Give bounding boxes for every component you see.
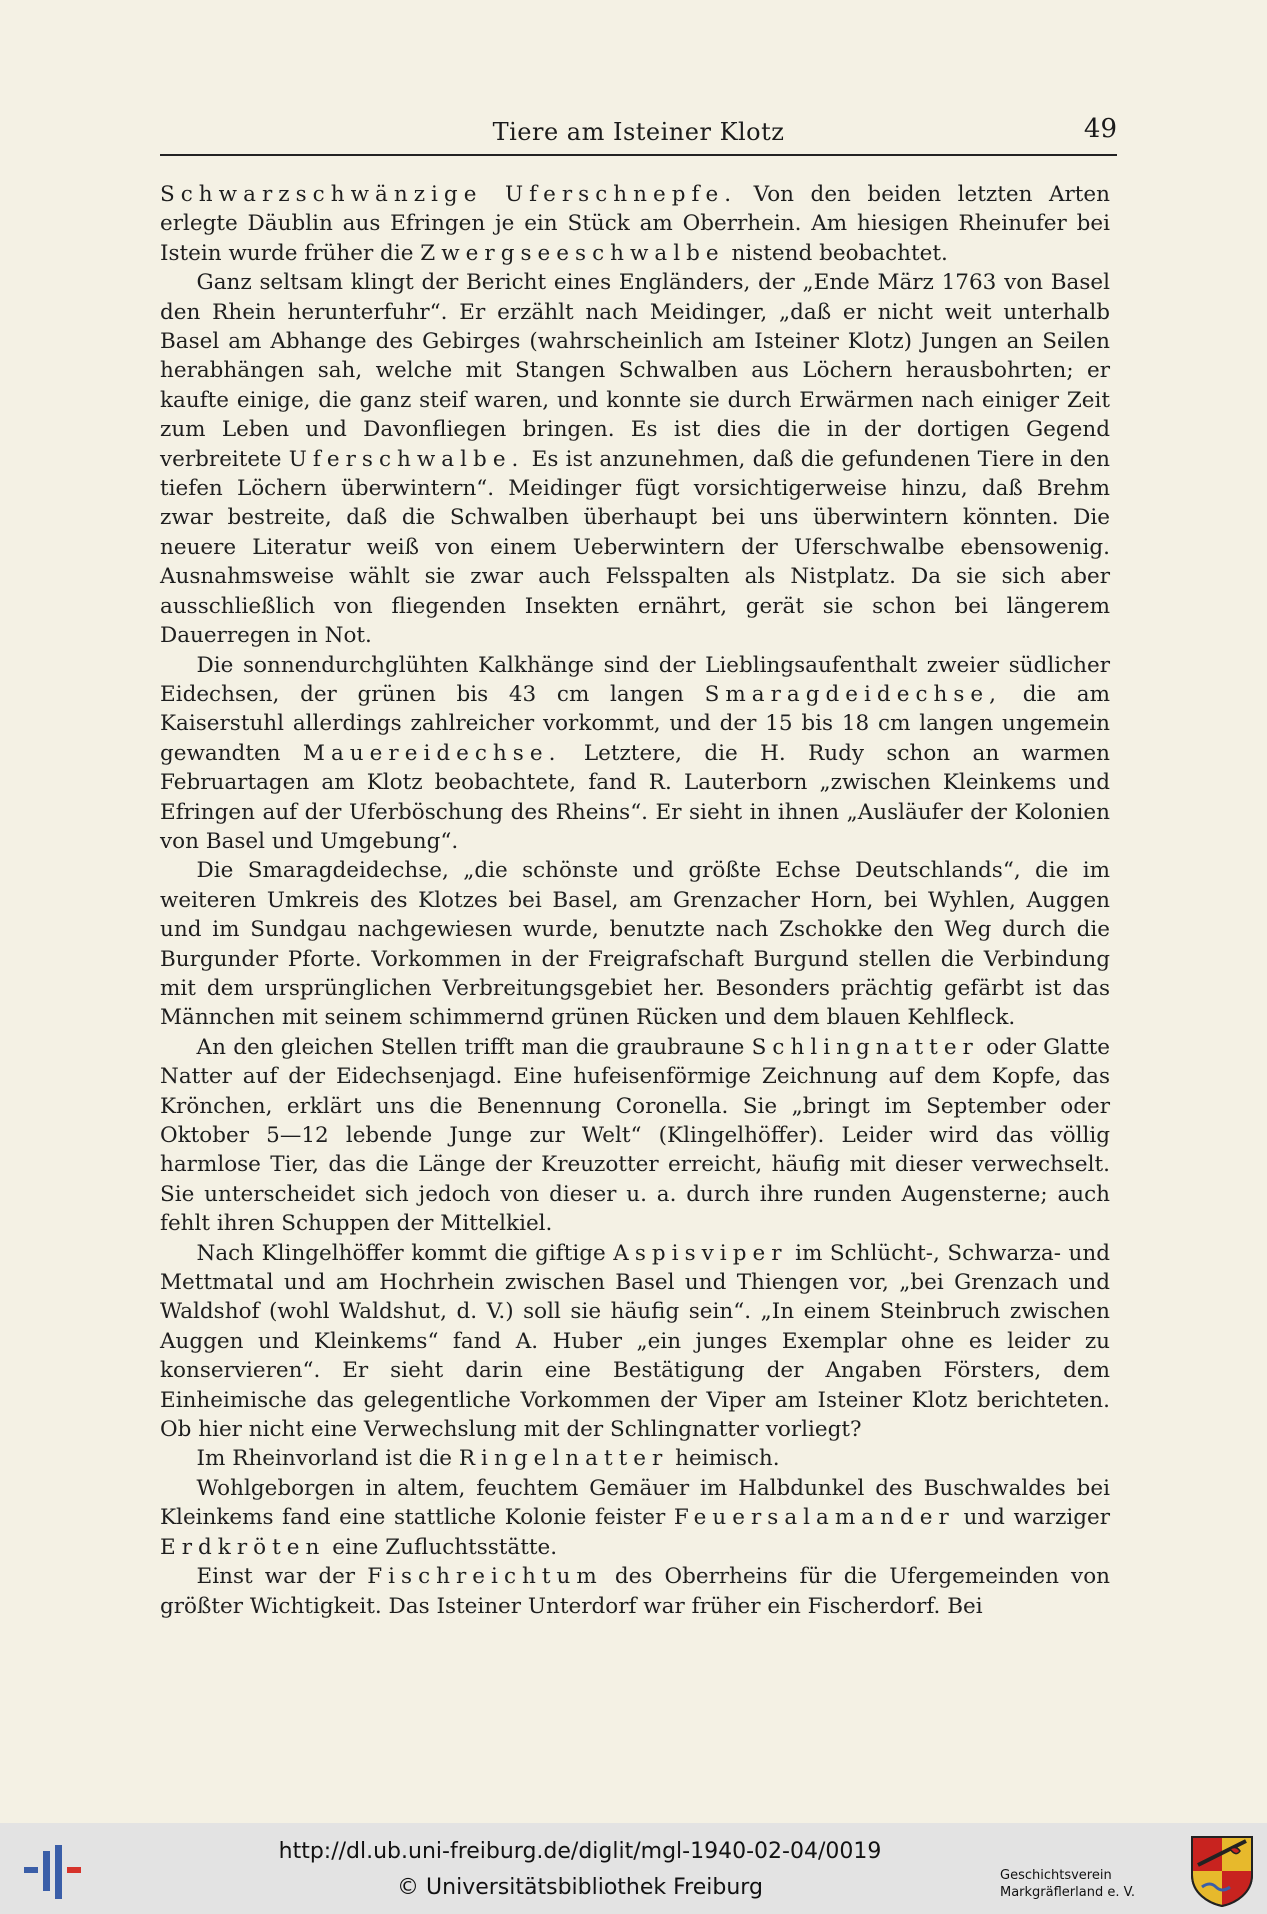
text-run: die am Kaiserstuhl allerdings zahlreicher vorkommt, und der 15 bis 18 cm langen ungemein gewandten: [160, 681, 1110, 766]
text-run: Die sonnendurchglühten Kalkhänge sind der Lieblingsaufenthalt zweier südlicher Eidechsen, der grünen bis 43 cm langen: [160, 652, 1110, 707]
text-run: Von den beiden letzten Arten erlegte Däublin aus Efringen je ein Stück am Oberrhein. Am hiesigen Rheinufer bei Istein wurde früher die: [160, 182, 1110, 266]
coat-of-arms-icon[interactable]: [1190, 1835, 1254, 1907]
page-header: [160, 112, 1117, 158]
footer-bar: [0, 1823, 1267, 1914]
text-run: oder Glatte Natter auf der Eidechsenjagd. Eine hufeisenförmige Zeichnung auf dem Kopfe, das Krönchen, erklärt uns die Benennung Coronella. Sie „bringt im September oder Oktober 5—12 lebende Junge zur Welt“ (Klingelhöffer). Leider wird das völlig harmlose Tier, das die Länge der Kreuzotter erreicht, häufig mit dieser verwechselt. Sie unterscheidet sich jedoch von dieser u. a. durch ihre runden Augensterne; auch fehlt ihren Schuppen der Mittelkiel.: [160, 1034, 1110, 1237]
spaced-term: Schlingnatter: [751, 1034, 979, 1060]
spaced-term: Smaragdeidechse,: [704, 681, 1003, 707]
spaced-term: Erdkröten: [160, 1534, 326, 1560]
spaced-term: Feuersalamander: [673, 1505, 955, 1531]
text-run: und warziger: [954, 1505, 1110, 1531]
paragraph: [160, 651, 1110, 857]
paragraph: [160, 180, 1110, 268]
paragraph: [160, 1239, 1110, 1445]
text-run: Letztere, die H. Rudy schon an warmen Februartagen am Klotz beobachtete, fand R. Lauterborn „zwischen Kleinkems und Efringen auf der Uferböschung des Rheins“. Er sieht in ihnen „Ausläufer der Kolonien von Basel und Umgebung“.: [160, 740, 1110, 854]
text-run: Wohlgeborgen in altem, feuchtem Gemäuer im Halbdunkel des Buschwaldes bei Kleinkems fand eine stattliche Kolonie feister: [160, 1475, 1110, 1531]
footer-copyright: © Universitätsbibliothek Freiburg: [397, 1875, 763, 1900]
society-line-2: Markgräflerland e. V.: [1000, 1885, 1135, 1900]
text-run: im Schlücht-, Schwarza- und Mettmatal und am Hochrhein zwischen Basel und Thiengen vor, „bei Grenzach und Waldshof (wohl Waldshut, d. V.) soll sie häufig sein“. „In einem Steinbruch zwischen Auggen und Kleinkems“ fand A. Huber „ein junges Exemplar ohne es leider zu konservieren“. Er sieht darin eine Bestätigung der Angaben Försters, dem Einheimische das gelegentliche Vorkommen der Viper am Isteiner Klotz berichteten. Ob hier nicht eine Verwechslung mit der Schlingnatter vorliegt?: [160, 1240, 1110, 1443]
spaced-term: Schwarzschwänzige Uferschnepfe.: [160, 182, 738, 207]
paragraph: [160, 1444, 1110, 1473]
text-run: Im Rheinvorland ist die: [196, 1446, 459, 1472]
society-line-1: Geschichtsverein: [1000, 1868, 1112, 1883]
text-run: eine Zufluchtsstätte.: [325, 1534, 558, 1560]
society-name: [1000, 1867, 1190, 1901]
text-run: heimisch.: [668, 1446, 780, 1472]
paragraph: [160, 1474, 1110, 1562]
page-number: 49: [1083, 114, 1117, 144]
spaced-term: Aspisviper: [613, 1240, 788, 1266]
text-run: Nach Klingelhöffer kommt die giftige: [196, 1240, 614, 1266]
footer-url-link[interactable]: http://dl.ub.uni-freiburg.de/diglit/mgl-1940-02-04/0019: [278, 1839, 882, 1864]
spaced-term: Zwergseeschwalbe: [420, 240, 725, 266]
text-run: Einst war der: [196, 1564, 368, 1590]
running-title: Tiere am Isteiner Klotz: [492, 118, 785, 146]
body-text: [160, 180, 1110, 1621]
header-rule: [160, 154, 1117, 156]
text-run: An den gleichen Stellen trifft man die graubraune: [196, 1034, 752, 1060]
text-run: Die Smaragdeidechse, „die schönste und größte Echse Deutschlands“, die im weiteren Umkreis des Klotzes bei Basel, am Grenzacher Horn, bei Wyhlen, Auggen und im Sundgau nachgewiesen wurde, benutzte nach Zschokke den Weg durch die Burgunder Pforte. Vorkommen in der Freigrafschaft Burgund stellen die Verbindung mit dem ursprünglichen Verbreitungsgebiet her. Besonders prächtig gefärbt ist das Männchen mit seinem schimmernd grünen Rücken und dem blauen Kehlfleck.: [160, 858, 1110, 1031]
spaced-term: Mauereidechse.: [302, 740, 562, 766]
text-run: des Oberrheins für die Ufergemeinden von größter Wichtigkeit. Das Isteiner Unterdorf war früher ein Fischerdorf. Bei: [160, 1564, 1110, 1619]
paragraph: [160, 268, 1110, 650]
paragraph: [160, 856, 1110, 1032]
spaced-term: Uferschwalbe.: [288, 446, 525, 472]
text-run: Ganz seltsam klingt der Bericht eines Engländers, der „Ende März 1763 von Basel den Rhein herunterfuhr“. Er erzählt nach Meidinger, „daß er nicht weit unterhalb Basel am Abhange des Gebirges (wahrscheinlich am Isteiner Klotz) Jungen an Seilen herabhängen sah, welche mit Stangen Schwalben aus Löchern herausbohrten; er kaufte einige, die ganz steif waren, und konnte sie durch Erwärmen nach einiger Zeit zum Leben und Davonfliegen bringen. Es ist dies die in der dortigen Gegend verbreitete: [160, 270, 1110, 472]
spaced-term: Fischreichtum: [367, 1564, 603, 1590]
text-run: Es ist anzunehmen, daß die gefundenen Tiere in den tiefen Löchern überwintern“. Meidinger fügt vorsichtigerweise hinzu, daß Brehm zwar bestreite, daß die Schwalben überhaupt bei uns überwintern könnten. Die neuere Literatur weiß von einem Ueberwintern der Uferschwalbe ebensowenig. Ausnahmsweise wählt sie zwar auch Felsspalten als Nistplatz. Da sie sich aber ausschließlich von fliegenden Insekten ernährt, gerät sie schon bei längerem Dauerregen in Not.: [160, 446, 1110, 649]
text-run: nistend beobachtet.: [724, 240, 948, 266]
paragraph: [160, 1033, 1110, 1239]
ub-freiburg-logo-icon[interactable]: [24, 1845, 84, 1899]
spaced-term: Ringelnatter: [458, 1446, 669, 1472]
paragraph: [160, 1562, 1110, 1621]
